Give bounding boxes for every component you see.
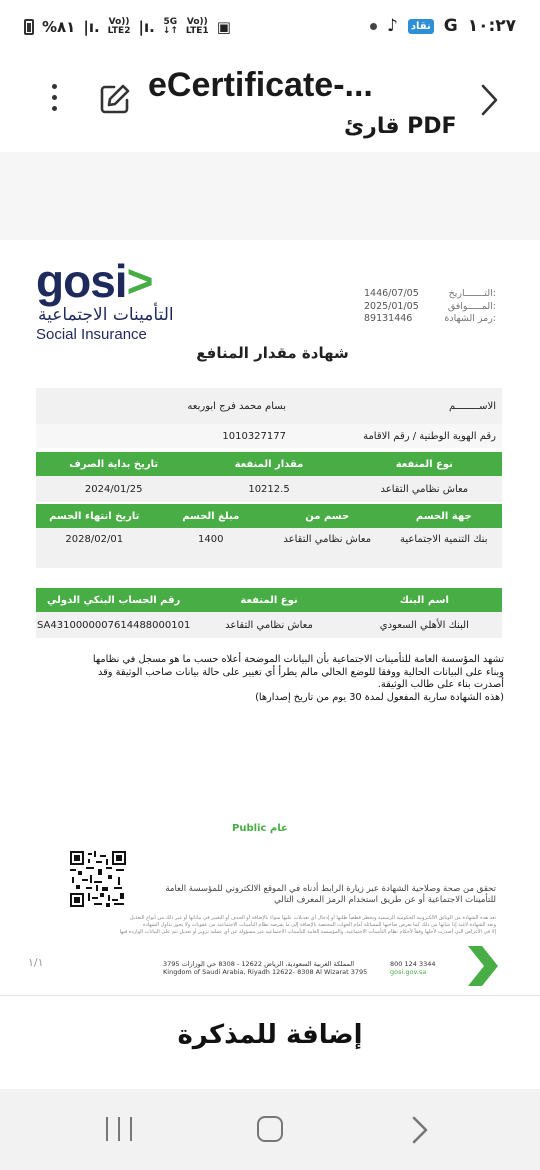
- th-iban: رقم الحساب البنكي الدولي: [47, 594, 181, 606]
- td-bank-name: البنك الأهلي السعودي: [379, 619, 469, 631]
- holder-info: [36, 388, 502, 448]
- footer-website: gosi.gov.sa: [390, 968, 427, 976]
- gosi-chevron-icon: [462, 942, 502, 990]
- fine-line-1: تعد هذه الشهادة من الوثائق الالكترونية الحكومية الرسمية ويحظر قطعياً طلبها أو إدخال أي تعديلات عليها سواء بالإضافة أو الحذف أو التغيير في بياناتها أو غير ذلك من أنواع التعديل: [129, 915, 496, 921]
- benefit-table: [36, 452, 502, 502]
- edit-icon[interactable]: [98, 82, 132, 116]
- th-bank-benefit-type: نوع المنفعة: [240, 594, 298, 606]
- logo-arrow-icon: >: [126, 255, 153, 307]
- footer-address-en: Kingdom of Saudi Arabia, Riyadh 12622- 8308 Al Wizarat 3795: [163, 968, 368, 976]
- system-nav-bar: [0, 1089, 540, 1170]
- lte1-indicator: Vo)) LTE1: [185, 17, 209, 36]
- app-toolbar: [0, 56, 540, 152]
- name-label: الاســــــــم: [449, 400, 496, 412]
- signal-bars-icon: |ı.: [83, 18, 100, 36]
- th-bank-name: اسم البنك: [399, 594, 449, 606]
- qr-code: [70, 851, 126, 907]
- table-row: [36, 612, 502, 638]
- meta-date-hijri: 1446/07/05: [364, 288, 419, 299]
- logo-brand: gosi: [36, 255, 127, 307]
- verify-line-1: تحقق من صحة وصلاحية الشهادة عبر زيارة الرابط أدناه في الموقع الالكتروني للمؤسسة العامة: [165, 884, 496, 894]
- logo-arabic: التأمينات الاجتماعية: [38, 305, 174, 325]
- footer-phone: 800 124 3344: [390, 960, 436, 968]
- th-deduction-end-date: تاريخ انتهاء الحسم: [49, 510, 140, 522]
- td-start-date: 2024/01/25: [84, 483, 143, 495]
- para-line-1: تشهد المؤسسة العامة للتأمينات الاجتماعية بأن البيانات الموضحة أعلاه حسب ما هو مسجل في نظامها: [92, 654, 504, 665]
- deduction-table-header: [36, 504, 502, 528]
- td-benefit-amount: 10212.5: [248, 483, 290, 495]
- info-row-name: [36, 388, 502, 424]
- meta-certificate-code: 89131446: [364, 313, 413, 324]
- td-deducted-from: معاش نظامي التقاعد: [283, 534, 372, 545]
- verify-line-2: للتأمينات الاجتماعية أو عن طريق استخدام الرمز المعرف التالي: [274, 895, 496, 905]
- lte2-indicator: Vo)) LTE2: [107, 17, 131, 36]
- add-to-note-button[interactable]: [0, 995, 540, 1089]
- td-deduction-end-date: 2028/02/01: [65, 534, 124, 545]
- recents-icon[interactable]: [106, 1117, 132, 1141]
- th-deduction-party: جهة الحسم: [415, 510, 472, 522]
- certification-paragraph: [36, 654, 504, 704]
- td-bank-benefit-type: معاش نظامي التقاعد: [225, 619, 313, 631]
- app-subtitle: قارئ PDF: [344, 114, 457, 139]
- th-benefit-type: نوع المنفعة: [395, 458, 453, 470]
- home-icon[interactable]: [257, 1116, 283, 1142]
- footer-address: [163, 960, 367, 976]
- th-benefit-amount: مقدار المنفعة: [234, 458, 304, 470]
- naqd-app-icon: نقاد: [408, 19, 434, 34]
- network-type: 5G ↓↑: [162, 17, 178, 36]
- verification-text: [136, 884, 496, 906]
- para-line-2: وبناء على البيانات الحالية ووفقا للوضع الحالي مالم يطرأ أي تغيير على حالة بيانات صاحب الوثيقة وقد: [97, 666, 504, 678]
- bank-table: [36, 588, 502, 638]
- back-chevron-icon[interactable]: [410, 1115, 430, 1145]
- th-deduction-amount: مبلغ الحسم: [182, 510, 240, 522]
- add-to-note-label: إضافة للمذكرة: [177, 1020, 363, 1050]
- chevron-right-icon[interactable]: [476, 82, 502, 118]
- meta-corresponding-label: المـــــوافق:: [447, 300, 496, 312]
- name-value: بسام محمد فرج ابوربعه: [187, 400, 286, 412]
- th-deducted-from: حسم من: [305, 510, 350, 522]
- logo-english: Social Insurance: [36, 326, 147, 343]
- td-benefit-type: معاش نظامي التقاعد: [380, 483, 469, 495]
- notification-icon: ▣: [216, 18, 231, 36]
- th-start-date: تاريخ بداية الصرف: [69, 458, 159, 470]
- document-title: eCertificate-...: [148, 66, 373, 104]
- meta-date-label: التـــــــاريخ:: [448, 288, 496, 299]
- para-line-3: أصدرت بناء على طالب الوثيقة.: [377, 679, 504, 690]
- fine-line-2: ونعد الشهادة لاغية إذا شابها من ذلك كما تعرض صاحبها للمسائلة أمام الجهات المختصة بالإضافة إلى ما يفرضه نظام التأمينات الاجتماعية من عقوبات ولا يجوز تداول الشهادة: [142, 922, 496, 928]
- deduction-table: [36, 504, 502, 568]
- td-deduction-party: بنك التنمية الاجتماعية: [400, 534, 488, 545]
- status-bar: [0, 0, 540, 56]
- footer-address-ar: المملكة العربية السعودية، الرياض 12622 - 8308 حي الوزارات 3795: [163, 960, 355, 968]
- td-iban: SA4310000007614488000101: [37, 619, 191, 631]
- certificate-title: شهادة مقدار المنافع: [196, 344, 349, 362]
- fine-line-3: إلا في الأغراض التي أصدرت لأجلها وفقاً لأحكام نظام التأمينات الاجتماعية. والمؤسسة العامة للتأمينات الاجتماعية غير مسؤولة عن أي عملية تزوير أو تعديل تتم على البيانات الواردة فيها: [119, 929, 496, 935]
- signal-bars-icon-2: |ı.: [138, 18, 155, 36]
- footer-contact: [390, 960, 436, 976]
- meta-date-gregorian: 2025/01/05: [364, 300, 419, 312]
- para-line-4: (هذه الشهادة سارية المفعول لمدة 30 يوم من تاريخ إصدارها): [255, 691, 504, 703]
- classification-label: Public عام: [232, 823, 288, 834]
- network-label: 5G: [163, 17, 178, 27]
- info-row-id: [36, 424, 502, 448]
- battery-icon: [24, 19, 34, 35]
- more-options-icon[interactable]: [44, 80, 64, 120]
- clock: ١٠:٢٧: [467, 16, 516, 36]
- tiktok-icon: ♪: [387, 16, 398, 36]
- table-row: [36, 528, 502, 568]
- document-meta: [364, 288, 496, 326]
- google-icon: G: [443, 16, 458, 36]
- battery-level: %٨١: [42, 18, 76, 36]
- id-value: 1010327177: [222, 430, 286, 442]
- fine-print: [36, 915, 496, 936]
- bank-table-header: [36, 588, 502, 612]
- notification-dot-icon: [370, 23, 377, 30]
- table-row: [36, 476, 502, 502]
- benefit-table-header: [36, 452, 502, 476]
- meta-code-label: رمز الشهادة:: [444, 313, 496, 324]
- page-number: ١/١: [28, 956, 44, 969]
- id-label: رقم الهوية الوطنية / رقم الاقامة: [363, 430, 496, 442]
- td-deduction-amount: 1400: [198, 534, 224, 545]
- gosi-logo: [36, 255, 174, 343]
- pdf-page[interactable]: [0, 240, 540, 995]
